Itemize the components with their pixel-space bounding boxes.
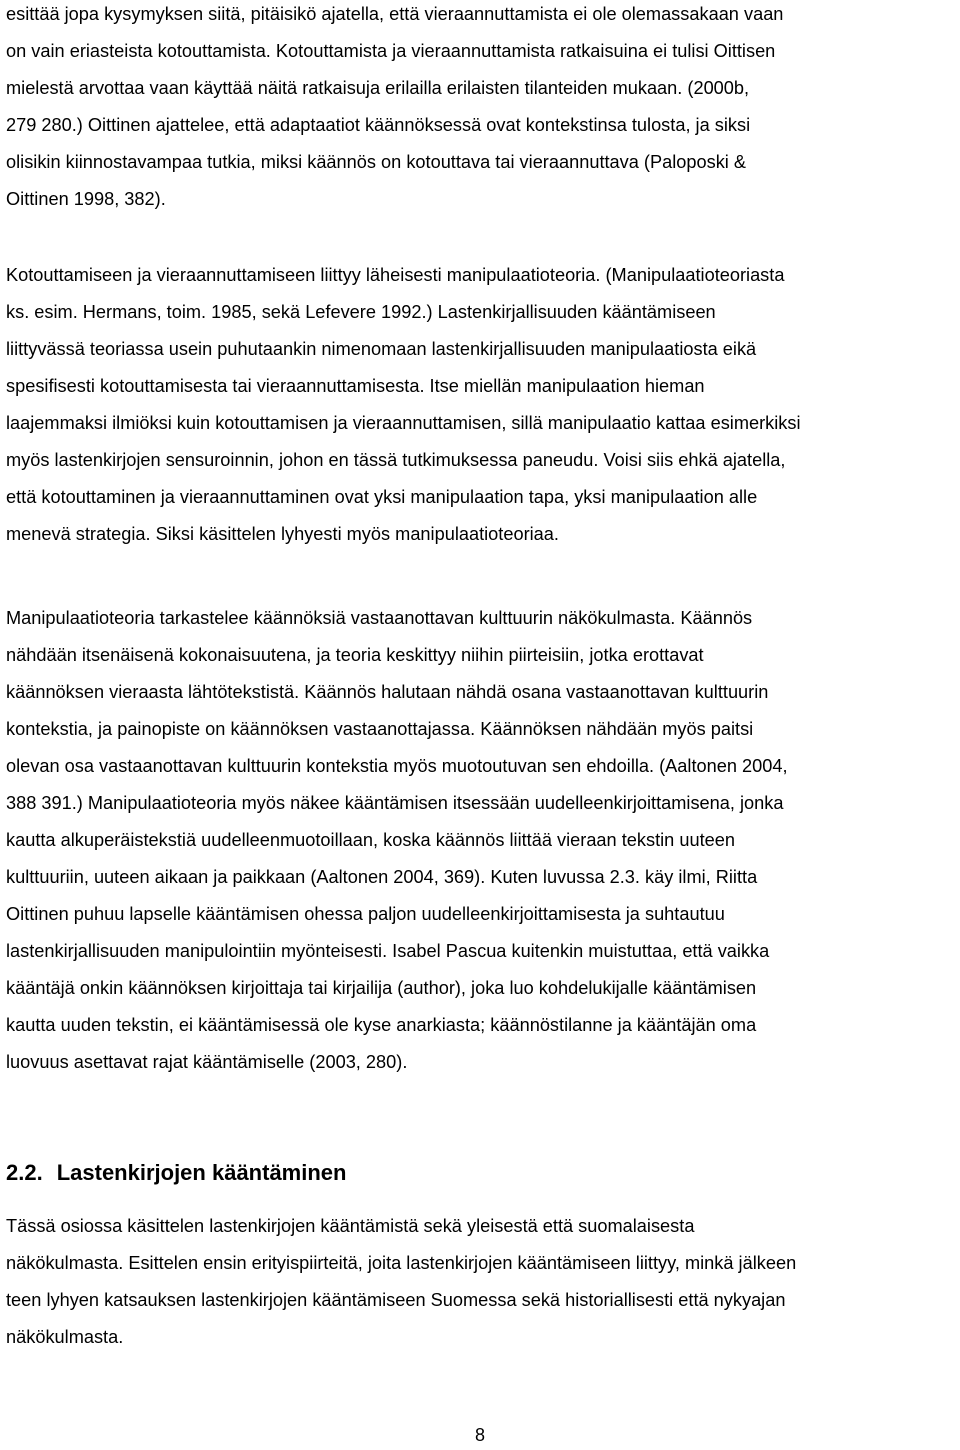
paragraph-4 (6, 1208, 960, 1356)
text-line: Kotouttamiseen ja vieraannuttamiseen liittyy läheisesti manipulaatioteoria. (Manipulaatioteoriasta (6, 265, 785, 285)
text-line: Oittinen 1998, 382). (6, 189, 166, 209)
text-line: lastenkirjallisuuden manipulointiin myönteisesti. Isabel Pascua kuitenkin muistuttaa, että vaikka (6, 941, 770, 961)
text-line: teen lyhyen katsauksen lastenkirjojen kääntämiseen Suomessa sekä historiallisesti että nykyajan (6, 1290, 786, 1310)
text-line: liittyvässä teoriassa usein puhutaankin nimenomaan lastenkirjallisuuden manipulaatiosta eikä (6, 339, 757, 359)
text-line: kulttuuriin, uuteen aikaan ja paikkaan (Aaltonen 2004, 369). Kuten luvussa 2.3. käy ilmi, Riitta (6, 867, 758, 887)
text-line: on vain eriasteista kotouttamista. Kotouttamista ja vieraannuttamista ratkaisuina ei tulisi Oittisen (6, 41, 776, 61)
text-line: Manipulaatioteoria tarkastelee käännöksiä vastaanottavan kulttuurin näkökulmasta. Käännös (6, 608, 753, 628)
paragraph-3 (6, 600, 960, 1081)
text-line: käännöksen vieraasta lähtötekstistä. Käännös halutaan nähdä osana vastaanottavan kulttuurin (6, 682, 769, 702)
section-title: Lastenkirjojen kääntäminen (56, 1160, 347, 1185)
section-number: 2.2. (6, 1160, 43, 1185)
text-line: esittää jopa kysymyksen siitä, pitäisikö ajatella, että vieraannuttamista ei ole olemassakaan vaan (6, 4, 784, 24)
text-line: mielestä arvottaa vaan käyttää näitä ratkaisuja erilailla erilaisten tilanteiden mukaan. (2000b, (6, 78, 750, 98)
text-line: Tässä osiossa käsittelen lastenkirjojen kääntämistä sekä yleisestä että suomalaisesta (6, 1216, 695, 1236)
text-line: menevä strategia. Siksi käsittelen lyhyesti myös manipulaatioteoriaa. (6, 524, 559, 544)
text-line: nähdään itsenäisenä kokonaisuutena, ja teoria keskittyy niihin piirteisiin, jotka erottavat (6, 645, 704, 665)
text-line: kääntäjä onkin käännöksen kirjoittaja tai kirjailija (author), joka luo kohdelukijalle kääntämisen (6, 978, 757, 998)
text-line: ks. esim. Hermans, toim. 1985, sekä Lefevere 1992.) Lastenkirjallisuuden kääntämiseen (6, 302, 716, 322)
text-line: näkökulmasta. Esittelen ensin erityispiirteitä, joita lastenkirjojen kääntämiseen liittyy, minkä jälkeen (6, 1253, 797, 1273)
text-line: myös lastenkirjojen sensuroinnin, johon en tässä tutkimuksessa paneudu. Voisi siis ehkä ajatella, (6, 450, 786, 470)
text-line: kautta uuden tekstin, ei kääntämisessä ole kyse anarkiasta; käännöstilanne ja kääntäjän oma (6, 1015, 757, 1035)
text-line: näkökulmasta. (6, 1327, 124, 1347)
section-heading (6, 1155, 346, 1191)
text-line: 388 391.) Manipulaatioteoria myös näkee kääntämisen itsessään uudelleenkirjoittamisena, jonka (6, 793, 784, 813)
text-line: kautta alkuperäistekstiä uudelleenmuotoillaan, koska käännös liittää vieraan tekstin uuteen (6, 830, 735, 850)
text-line: että kotouttaminen ja vieraannuttaminen ovat yksi manipulaation tapa, yksi manipulaation alle (6, 487, 758, 507)
paragraph-2 (6, 257, 960, 553)
paragraph-1 (6, 0, 960, 218)
text-line: olisikin kiinnostavampaa tutkia, miksi käännös on kotouttava tai vieraannuttava (Paloposki & (6, 152, 747, 172)
text-line: laajemmaksi ilmiöksi kuin kotouttamisen ja vieraannuttamisen, sillä manipulaatio kattaa esimerkiksi (6, 413, 801, 433)
text-line: olevan osa vastaanottavan kulttuurin kontekstia myös muotoutuvan sen ehdoilla. (Aaltonen 2004, (6, 756, 788, 776)
text-line: luovuus asettavat rajat kääntämiselle (2003, 280). (6, 1052, 408, 1072)
page-number: 8 (474, 1425, 485, 1445)
text-line: Oittinen puhuu lapselle kääntämisen ohessa paljon uudelleenkirjoittamisesta ja suhtautuu (6, 904, 725, 924)
text-line: spesifisesti kotouttamisesta tai vieraannuttamisesta. Itse miellän manipulaation hieman (6, 376, 705, 396)
text-line: 279 280.) Oittinen ajattelee, että adaptaatiot käännöksessä ovat kontekstinsa tulosta, ja siksi (6, 115, 751, 135)
text-line: kontekstia, ja painopiste on käännöksen vastaanottajassa. Käännöksen nähdään myös paitsi (6, 719, 754, 739)
